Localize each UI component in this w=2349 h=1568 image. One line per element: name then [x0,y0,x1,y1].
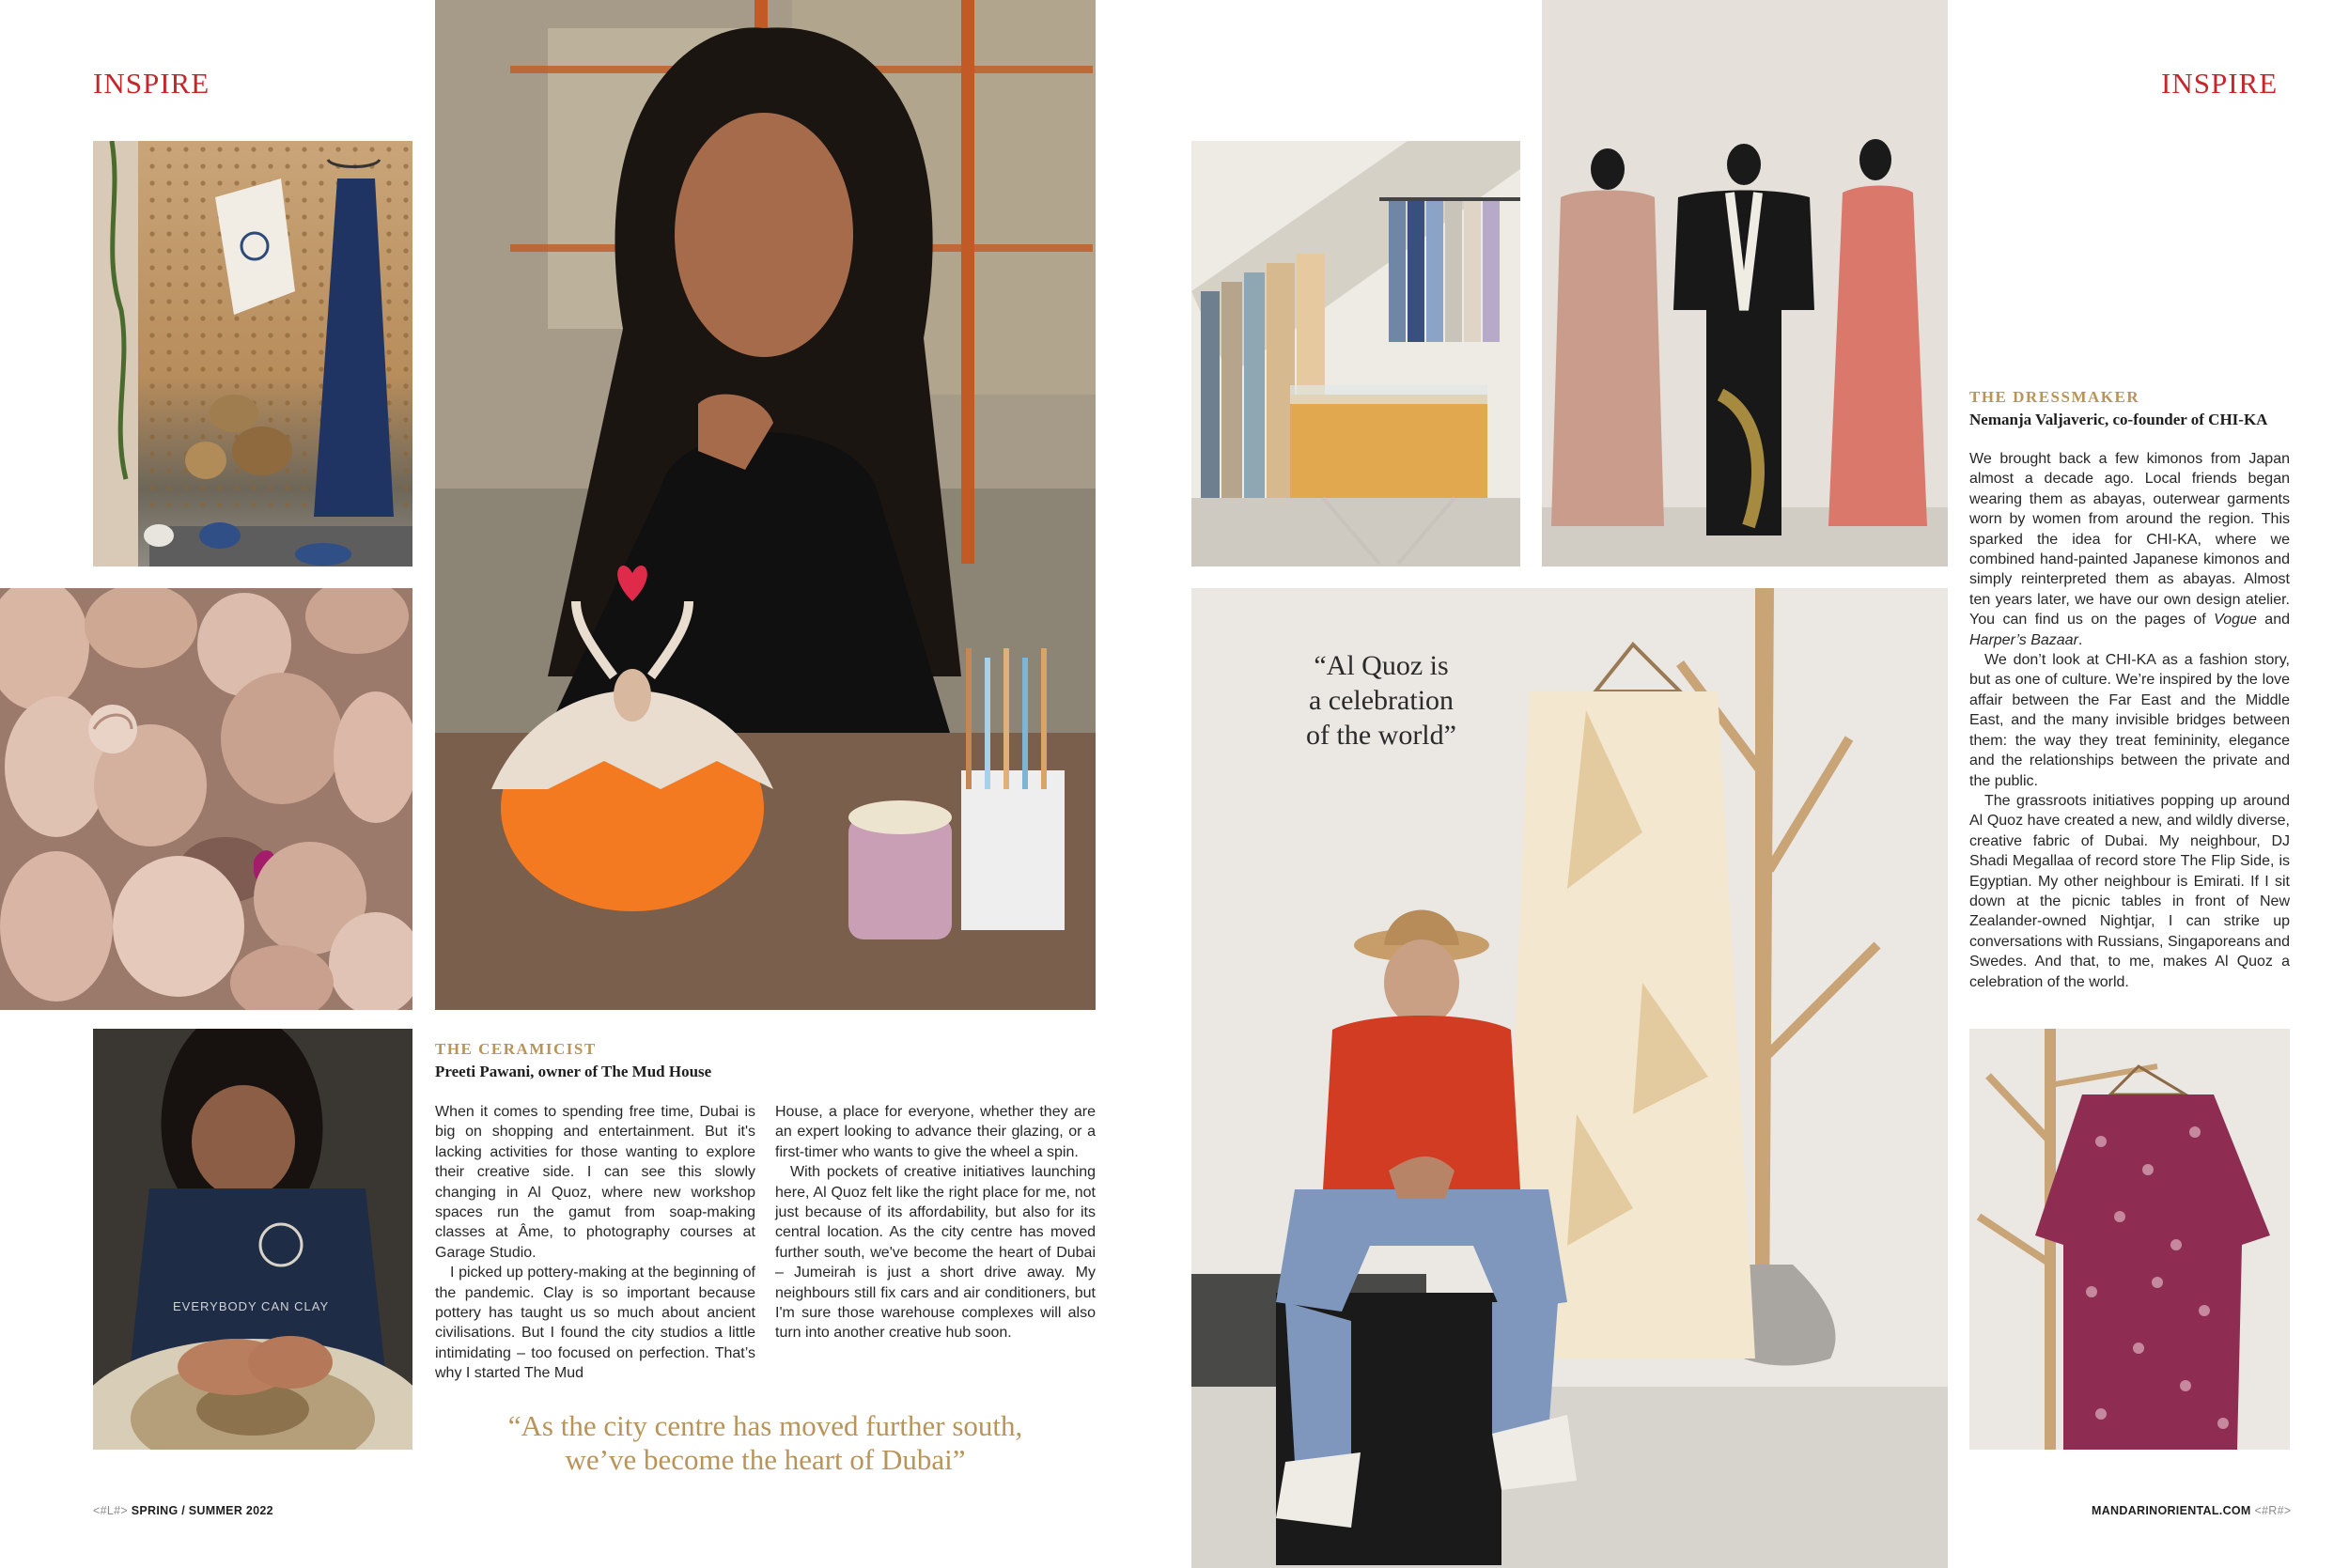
ceramicist-paragraph-1: When it comes to spending free time, Dubai is big on shopping and entertainment. But it's lacking activities for those wanting to explore their creative side. I can see this slowly changing in Al Quoz, where new workshop spaces run the gamut from soap-making classes at Âme, to photography courses at Garage Studio. [435,1104,755,1261]
clay-pots-photo [0,588,412,1010]
dressmaker-byline: Nemanja Valjaveric, co-founder of CHI-KA [1969,411,2268,428]
left-folio [93,1504,273,1517]
ceramicist-portrait-photo [435,0,1096,1010]
dressmaker-paragraph-1: We brought back a few kimonos from Japan almost a decade ago. Local friends began wearing them as abayas, outerwear garments worn by women from around the region. This sparked the idea for CHI-KA, where we combined hand-painted Japanese kimonos and simply reinterpreted them as abayas. Almost ten years later, we have our own design atelier. You can find us on the pages of Vogue and Harper’s Bazaar. [1969,451,2291,648]
ceramicist-body-column-2 [775,1102,1096,1343]
section-tag-left: INSPIRE [93,67,210,100]
printed-dress-photo [1969,1029,2290,1450]
issue-label: SPRING / SUMMER 2022 [131,1504,273,1517]
left-page-number-placeholder: <#L#> [93,1504,128,1517]
harpers-bazaar-title: Harper’s Bazaar [1969,631,2078,648]
dressmaker-pull-quote [1240,648,1522,753]
dressmaker-paragraph-3: The grassroots initiatives popping up around Al Quoz have created a new, and wildly diverse, creative fabric of Dubai. My neighbour, DJ Shadi Megallaa of record store The Flip Side, is Egyptian. My other neighbour is Emirati. If I sit down at the picnic tables in front of New Zealander-owned Nightjar, I can strike up conversations with Russians, Singaporeans and Swedes. And that, to me, makes Al Quoz a celebration of the world. [1969,792,2290,990]
section-tag-right: INSPIRE [2161,67,2279,100]
apron-logo-text: EVERYBODY CAN CLAY [173,1299,330,1313]
dressmaker-paragraph-2: We don’t look at CHI-KA as a fashion story, but as one of culture. We’re inspired by the love affair between the Far East and the Middle East, and the many invisible bridges between them: the way they treat femininity, elegance and the relationships between the private and the public. [1969,652,2290,789]
ceramicist-body-column-1 [435,1102,755,1384]
ceramicist-kicker: THE CERAMICIST [435,1040,597,1058]
dressmaker-body [1969,449,2290,992]
ceramicist-pull-quote [435,1409,1096,1477]
dressmaker-kicker: THE DRESSMAKER [1969,388,2140,406]
pull-quote-line-1: “As the city centre has moved further south, [507,1409,1023,1442]
ceramicist-paragraph-3: With pockets of creative initiatives launching here, Al Quoz felt like the right place for me, not just because of its affordability, but also for its central location. As the city centre has moved further south, we've become the heart of Dubai – Jumeirah is just a short drive away. My neighbours still fix cars and air conditioners, but I'm sure those warehouse complexes will also turn into another creative hub soon. [775,1164,1096,1342]
dark-pull-quote-line-1: “Al Quoz is [1314,650,1449,681]
pull-quote-line-2: we’ve become the heart of Dubai” [565,1443,966,1476]
right-page-number-placeholder: <#R#> [2254,1504,2292,1517]
dark-pull-quote-line-3: of the world” [1306,720,1456,751]
site-url-label: MANDARINORIENTAL.COM [2092,1504,2251,1517]
ceramicist-paragraph-2b: House, a place for everyone, whether they are an expert looking to advance their glazing, or a first-timer who wants to give the wheel a spin. [775,1104,1096,1160]
boutique-interior-photo [1191,141,1520,567]
pottery-wheel-photo [93,1029,412,1450]
ceramicist-byline: Preeti Pawani, owner of The Mud House [435,1063,712,1080]
ceramicist-paragraph-2a: I picked up pottery-making at the beginning of the pandemic. Clay is so important because pottery has taught us so much about ancient civilisations. But I found the city studios a little intimidating – too focused on perfection. That’s why I started The Mud [435,1265,755,1382]
kimono-mannequins-photo [1542,0,1948,567]
vogue-title: Vogue [2214,612,2257,629]
pegboard-shop-photo [93,141,412,567]
right-folio [2092,1504,2291,1517]
dark-pull-quote-line-2: a celebration [1308,685,1455,716]
